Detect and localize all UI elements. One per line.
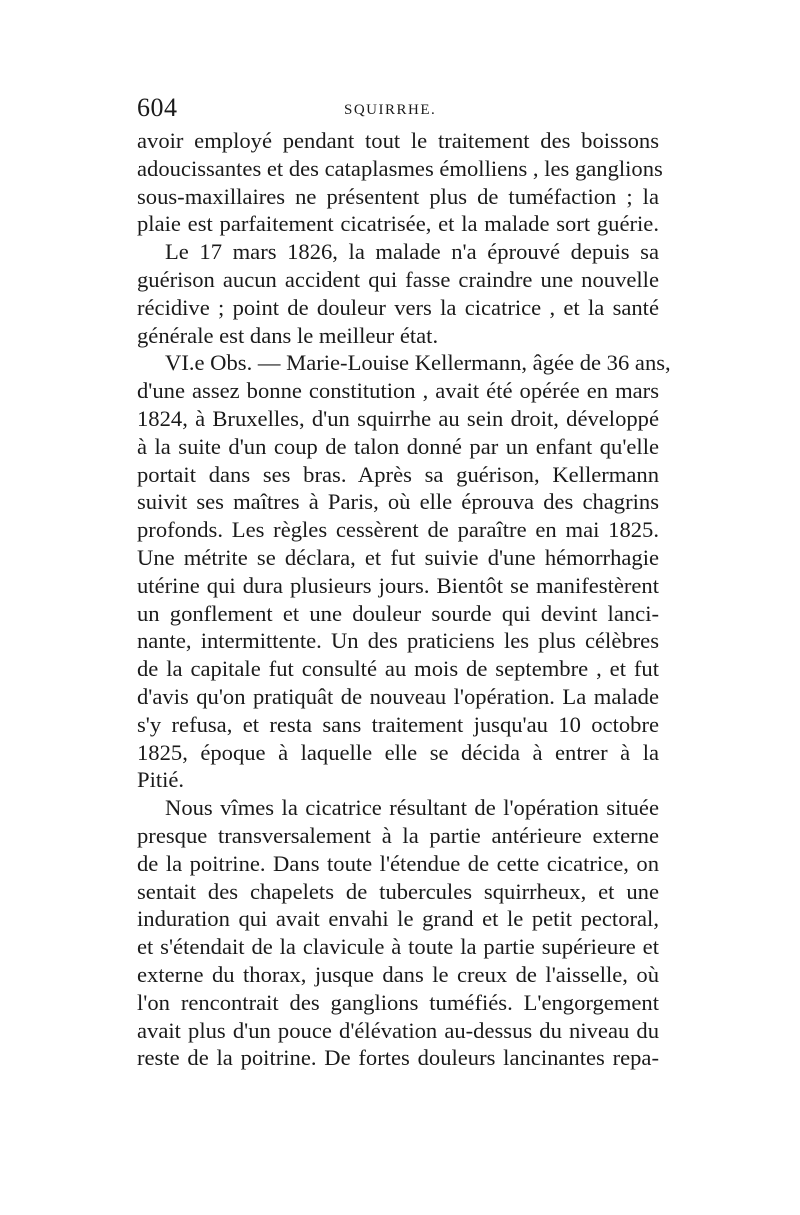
- text-line: adoucissantes et des cataplasmes émolliens , les ganglions: [137, 155, 663, 181]
- text-line: plaie est parfaitement cicatrisée, et la malade sort guérie.: [137, 211, 659, 237]
- text-line: suivit ses maîtres à Paris, où elle éprouva des chagrins: [137, 489, 659, 515]
- text-line: Le 17 mars 1826, la malade n'a éprouvé depuis sa: [165, 239, 659, 265]
- text-line: 1825, époque à laquelle elle se décida à entrer à la: [137, 739, 659, 765]
- text-line: portait dans ses bras. Après sa guérison, Kellermann: [137, 461, 659, 487]
- text-line: et s'étendait de la clavicule à toute la partie supérieure et: [137, 934, 659, 960]
- running-head: [137, 93, 659, 123]
- page-number: 604: [137, 93, 178, 122]
- text-line: externe du thorax, jusque dans le creux de l'aisselle, où: [137, 961, 659, 987]
- text-line: d'avis qu'on pratiquât de nouveau l'opération. La malade: [137, 683, 659, 709]
- text-line: un gonflement et une douleur sourde qui devint lanci-: [137, 600, 659, 626]
- text-line: profonds. Les règles cessèrent de paraître en mai 1825.: [137, 517, 659, 543]
- text-line: s'y refusa, et resta sans traitement jusqu'au 10 octobre: [137, 711, 659, 737]
- text-line: avait plus d'un pouce d'élévation au-dessus du niveau du: [137, 1017, 659, 1043]
- text-line: VI.e Obs. — Marie-Louise Kellermann, âgée de 36 ans,: [165, 350, 671, 376]
- running-title: SQUIRRHE.: [344, 102, 437, 118]
- text-line: sous-maxillaires ne présentent plus de tuméfaction ; la: [137, 183, 659, 209]
- text-line: l'on rencontrait des ganglions tuméfiés. L'engorgement: [137, 989, 659, 1015]
- text-line: Nous vîmes la cicatrice résultant de l'opération située: [165, 795, 659, 821]
- text-line: Une métrite se déclara, et fut suivie d'une hémorrhagie: [137, 544, 659, 570]
- text-line: de la capitale fut consulté au mois de septembre , et fut: [137, 656, 659, 682]
- text-line: sentait des chapelets de tubercules squirrheux, et une: [137, 878, 659, 904]
- text-line: Pitié.: [137, 767, 185, 793]
- text-line: avoir employé pendant tout le traitement des boissons: [137, 128, 659, 153]
- text-line: guérison aucun accident qui fasse craindre une nouvelle: [137, 266, 659, 292]
- text-line: récidive ; point de douleur vers la cicatrice , et la santé: [137, 294, 659, 320]
- text-line: induration qui avait envahi le grand et le petit pectoral,: [137, 906, 659, 932]
- text-line: générale est dans le meilleur état.: [137, 322, 439, 348]
- text-line: presque transversalement à la partie antérieure externe: [137, 822, 659, 848]
- text-line: reste de la poitrine. De fortes douleurs lancinantes repa-: [137, 1045, 659, 1071]
- text-line: nante, intermittente. Un des praticiens les plus célèbres: [137, 628, 659, 654]
- body-text: [137, 127, 671, 1072]
- text-line: 1824, à Bruxelles, d'un squirrhe au sein droit, développé: [137, 405, 659, 431]
- text-line: à la suite d'un coup de talon donné par un enfant qu'elle: [137, 433, 659, 459]
- text-line: utérine qui dura plusieurs jours. Bientôt se manifestèrent: [137, 572, 659, 598]
- text-line: de la poitrine. Dans toute l'étendue de cette cicatrice, on: [137, 850, 659, 876]
- text-line: d'une assez bonne constitution , avait été opérée en mars: [137, 378, 659, 404]
